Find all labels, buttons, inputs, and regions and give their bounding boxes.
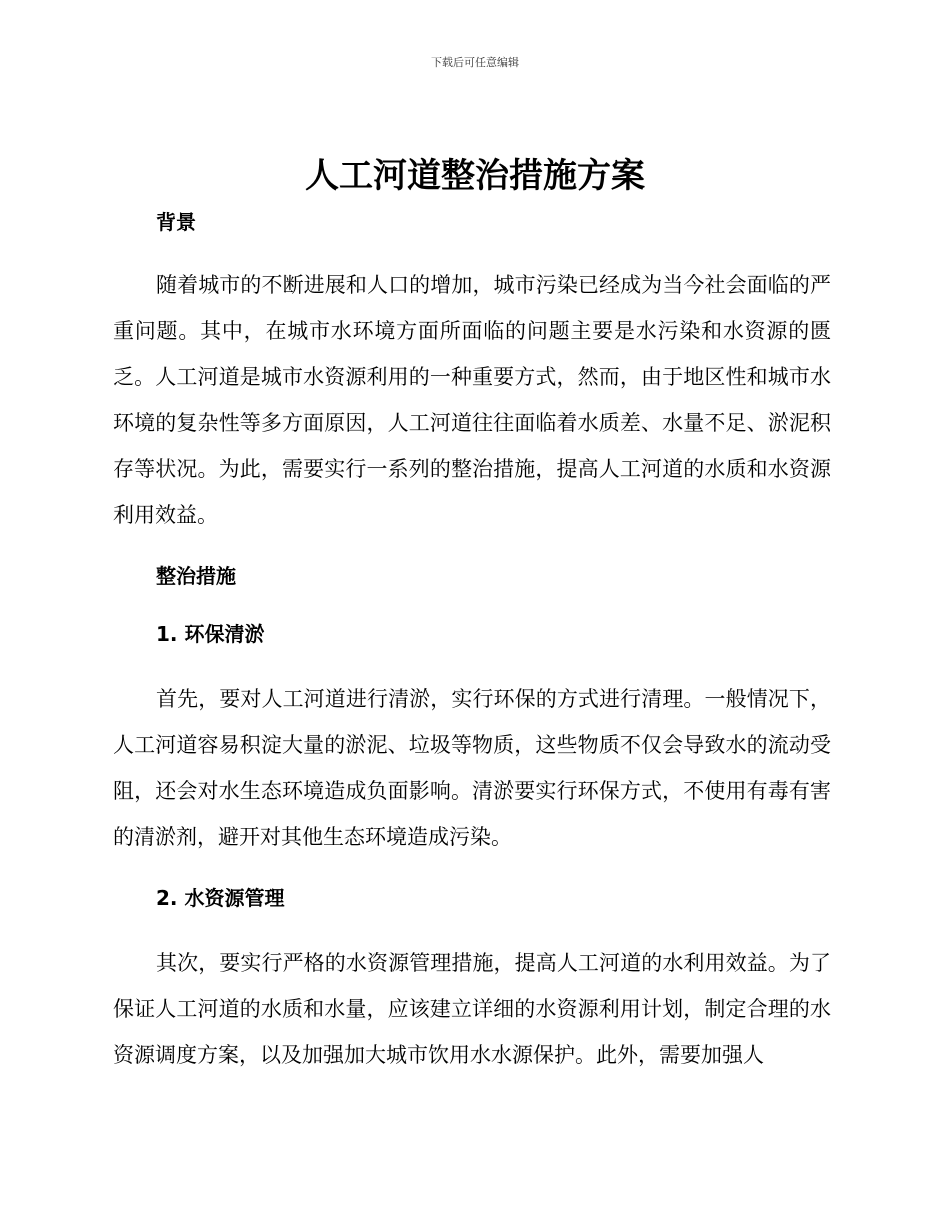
paragraph-item-1: 首先，要对人工河道进行清淤，实行环保的方式进行清理。一般情况下，人工河道容易积淀大量的淤泥、垃圾等物质，这些物质不仅会导致水的流动受阻，还会对水生态环境造成负面影响。清淤要实行环保方式，不使用有毒有害的清淤剂，避开对其他生态环境造成污染。 [113,687,831,849]
paragraph-item-2: 其次，要实行严格的水资源管理措施，提高人工河道的水利用效益。为了保证人工河道的水质和水量，应该建立详细的水资源利用计划，制定合理的水资源调度方案，以及加强加大城市饮用水水源保护。此外，需要加强人 [113,951,831,1067]
spacer [113,594,831,616]
section-heading-background: 背景 [156,210,196,234]
subheading-item-2: 2. 水资源管理 [156,886,285,910]
document-body [113,204,831,1078]
paragraph-background: 随着城市的不断进展和人口的增加，城市污染已经成为当今社会面临的严重问题。其中，在城市水环境方面所面临的问题主要是水污染和水资源的匮乏。人工河道是城市水资源利用的一种重要方式，然而，由于地区性和城市水环境的复杂性等多方面原因，人工河道往往面临着水质差、水量不足、淤泥积存等状况。为此，需要实行一系列的整治措施，提高人工河道的水质和水资源利用效益。 [113,273,831,527]
spacer [113,652,831,676]
document-title: 人工河道整治措施方案 [305,156,645,196]
subheading-item-1: 1. 环保清淤 [156,622,265,646]
spacer [113,860,831,880]
spacer [113,916,831,940]
spacer [113,240,831,262]
section-heading-measures: 整治措施 [156,564,236,588]
page-header-note: 下载后可任意编辑 [431,56,519,69]
spacer [113,538,831,558]
